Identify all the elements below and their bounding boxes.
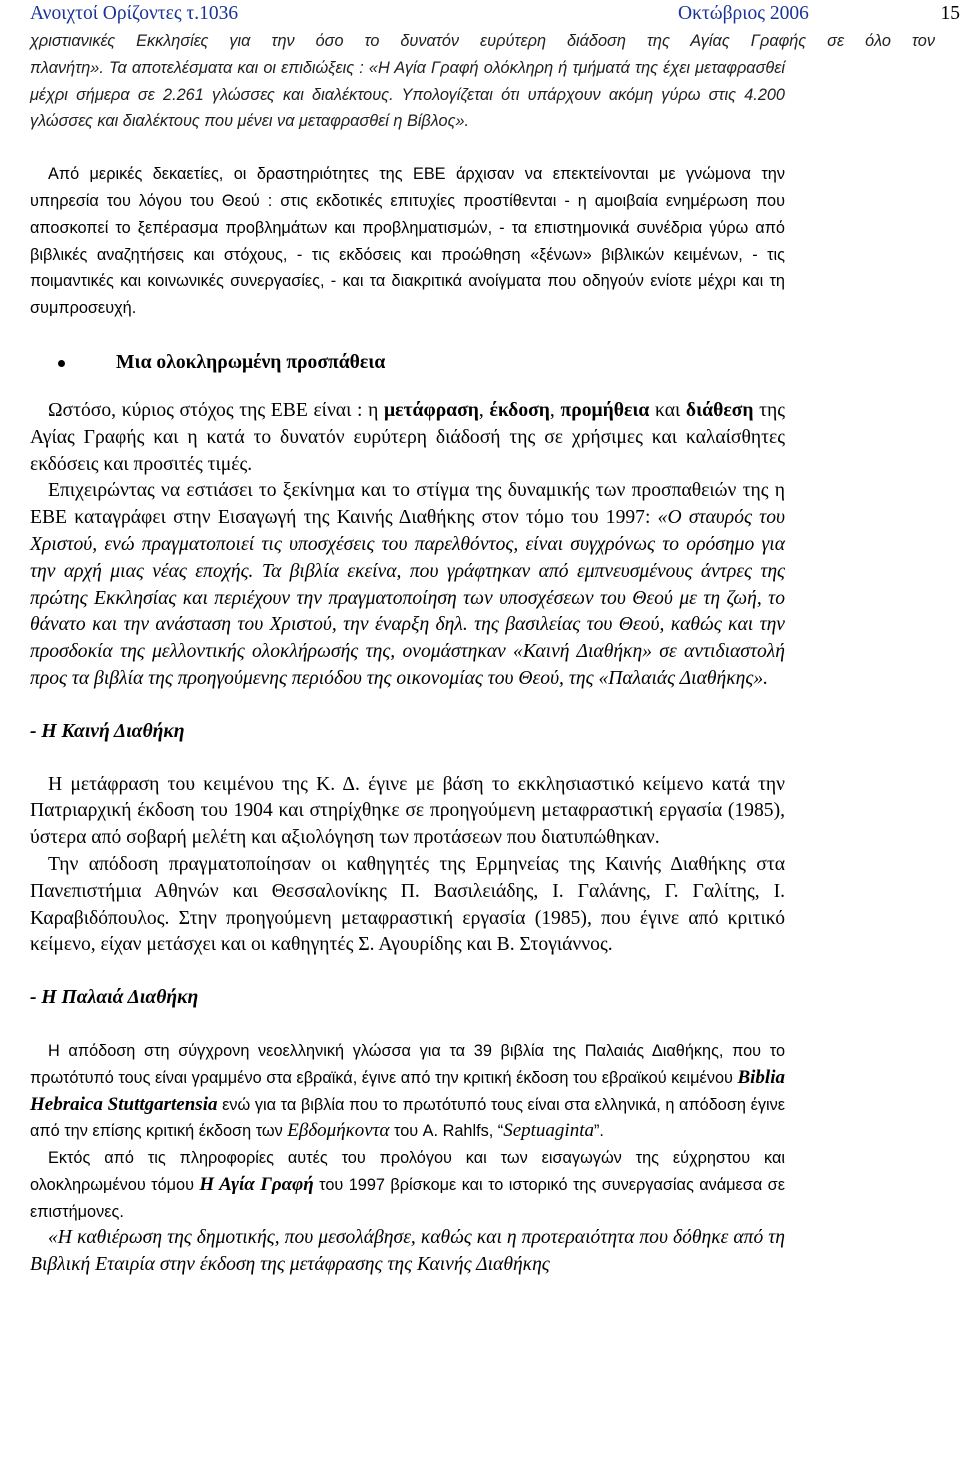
biblia-hebraica-title: Biblia Hebraica Stuttgartensia [30, 1066, 785, 1115]
emphasis-distribution: διάθεση [685, 399, 754, 421]
paragraph-decades: Από μερικές δεκαετίες, οι δραστηριότητες της ΕΒΕ άρχισαν να επεκτείνονται με γνώμονα την υπηρεσία του λόγου του Θεού : στις εκδοτικές επιτυχίες προστίθενται - η αμοιβαία ενημέρωση που αποσκοπεί το ξεπέρασμα προβλημάτων και προβληματισμών, - τα επιστημονικά συνέδρια γύρω από βιβλικές αναζητήσεις και στόχους, - τις εκδόσεις και προώθηση «ξένων» βιβλικών κειμένων, - τις ποιμαντικές και κοινωνικές συνεργασίες, - και τα διακριτικά ανοίγματα που οδηγούν ενίοτε μέχρι και τη συμπροσευχή. [30, 165, 785, 318]
paragraph-nt-translators: Την απόδοση πραγματοποίησαν οι καθηγητές της Ερμηνείας της Καινής Διαθήκης στα Πανεπιστήμια Αθηνών και Θεσσαλονίκης Π. Βασιλειάδης, Ι. Γαλάνης, Γ. Γαλίτης, Ι. Καραβιδόπουλος. Στην προηγούμενη μεταφραστική εργασία (1985), που έγινε από κριτικό κείμενο, είχαν μετάσχει και οι καθηγητές Σ. Αγουρίδης και Β. Στογιάννος. [30, 853, 785, 956]
septuagint-greek-title: Εβδομήκοντα [287, 1120, 390, 1142]
bullet-dot-icon [58, 360, 65, 367]
septuaginta-title: Septuaginta [503, 1120, 594, 1142]
section-heading-effort [30, 348, 945, 378]
intro-first-line: χριστιανικές Εκκλησίες για την όσο το δυνατόν ευρύτερη διάδοση της Αγίας Γραφής σε όλο τον [30, 32, 935, 50]
emphasis-publication: έκδοση [489, 399, 550, 421]
paragraph-ot-quote: «Η καθιέρωση της δημοτικής, που μεσολάβησε, καθώς και η προτεραιότητα που δόθηκε από τη Βιβλική Εταιρία στην έκδοση της μετάφρασης της Καινής Διαθήκης [30, 1227, 785, 1276]
issue-date: Οκτώβριος 2006 [678, 3, 809, 24]
journal-title: Ανοιχτοί Ορίζοντες τ.1036 [30, 3, 239, 24]
page-number: 15 [940, 3, 960, 24]
section-heading-new-testament: - Η Καινή Διαθήκη [30, 720, 185, 742]
paragraph-nt-translation: Η μετάφραση του κειμένου της Κ. Δ. έγινε με βάση το εκκλησιαστικό κείμενο κατά την Πατριαρχική έκδοση του 1904 και στηρίχθηκε σε προηγούμενη μεταφραστική εργασία (1985), ύστερα από σοβαρή μελέτη και αξιολόγηση των προτάσεων που διατυπώθηκαν. [30, 773, 785, 849]
holy-bible-title: Η Αγία Γραφή [199, 1173, 314, 1195]
heading-text: Μια ολοκληρωμένη προσπάθεια [116, 351, 386, 373]
quote-text: «Ο σταυρός του Χριστού, ενώ πραγματοποιεί τις υποσχέσεις του παρελθόντος, είναι συγχρόνως το ορόσημο για την αρχή μιας νέας εποχής. Τα βιβλία εκείνα, που γράφτηκαν από εμπνευσμένους άντρες της πρώτης Εκκλησίας και περιέχουν την πραγματοποίηση των υποσχέσεων του Θεού με τη ζωή, το θάνατο και την ανάσταση του Χριστού, την έναρξη δηλ. της βασιλείας του Θεού, καθώς και την προσδοκία της μελλοντικής ολοκλήρωσής της, ονομάστηκαν «Καινή Διαθήκη» σε αντιδιαστολή προς τα βιβλία της προηγούμενης περιόδου της οικονομίας του Θεού, της «Παλαιάς Διαθήκης». [30, 507, 785, 689]
document-page [30, 0, 960, 1279]
paragraph-ot-translation: Η απόδοση στη σύγχρονη νεοελληνική γλώσσα για τα 39 βιβλία της Παλαιάς Διαθήκης, που το πρωτότυπό τους είναι γραμμένο στα εβραϊκά, έγινε από την κριτική έκδοση του εβραϊκού κειμένου Biblia Hebraica Stuttgartensia ενώ για τα βιβλία που το πρωτότυπό τους είναι στα ελληνικά, η απόδοση έγινε από την επίσης κριτική έκδοση των Εβδομήκοντα του A. Rahlfs, “Septuaginta”. [30, 1041, 785, 1142]
paragraph-introduction-quote: Επιχειρώντας να εστιάσει το ξεκίνημα και το στίγμα της δυναμικής των προσπαθειών της η ΕΒΕ καταγράφει στην Εισαγωγή της Καινής Διαθήκης στον τόμο του 1997: «Ο σταυρός του Χριστού, ενώ πραγματοποιεί τις υποσχέσεις του παρελθόντος, είναι συγχρόνως το ορόσημο για την αρχή μιας νέας εποχής. Τα βιβλία εκείνα, που γράφτηκαν από εμπνευσμένους άντρες της πρώτης Εκκλησίας και περιέχουν την πραγματοποίηση των υποσχέσεων του Θεού με τη ζωή, το θάνατο και την ανάσταση του Χριστού, την έναρξη δηλ. της βασιλείας του Θεού, καθώς και την προσδοκία της μελλοντικής ολοκλήρωσής της, ονομάστηκαν «Καινή Διαθήκη» σε αντιδιαστολή προς τα βιβλία της προηγούμενης περιόδου της οικονομίας του Θεού, της «Παλαιάς Διαθήκης». [30, 480, 785, 689]
section-heading-old-testament: - Η Παλαιά Διαθήκη [30, 987, 199, 1009]
paragraph-ot-history: Εκτός από τις πληροφορίες αυτές του προλόγου και των εισαγωγών της εύχρηστου και ολοκληρωμένου τόμου Η Αγία Γραφή του 1997 βρίσκομε και το ιστορικό της συνεργασίας ανάμεσα σε επιστήμονες. [30, 1149, 785, 1221]
paragraph-main-goal: Ωστόσο, κύριος στόχος της ΕΒΕ είναι : η μετάφραση, έκδοση, προμήθεια και διάθεση της Αγίας Γραφής και η κατά το δυνατόν ευρύτερη διάδοσή της σε χρήσιμες και καλαίσθητες εκδόσεις και προσιτές τιμές. [30, 399, 786, 475]
page-header [30, 0, 960, 28]
emphasis-translation: μετάφραση [384, 399, 479, 421]
emphasis-supply: προμήθεια [560, 399, 650, 421]
intro-paragraph: πλανήτη». Τα αποτελέσματα και οι επιδιώξεις : «Η Αγία Γραφή ολόκληρη ή τμήματά της έχει μεταφρασθεί μέχρι σήμερα σε 2.261 γλώσσες και διαλέκτους. Υπολογίζεται ότι υπάρχουν ακόμη γύρω στις 4.200 γλώσσες και διαλέκτους που μένει να μεταφρασθεί η Βίβλος». [30, 58, 785, 131]
